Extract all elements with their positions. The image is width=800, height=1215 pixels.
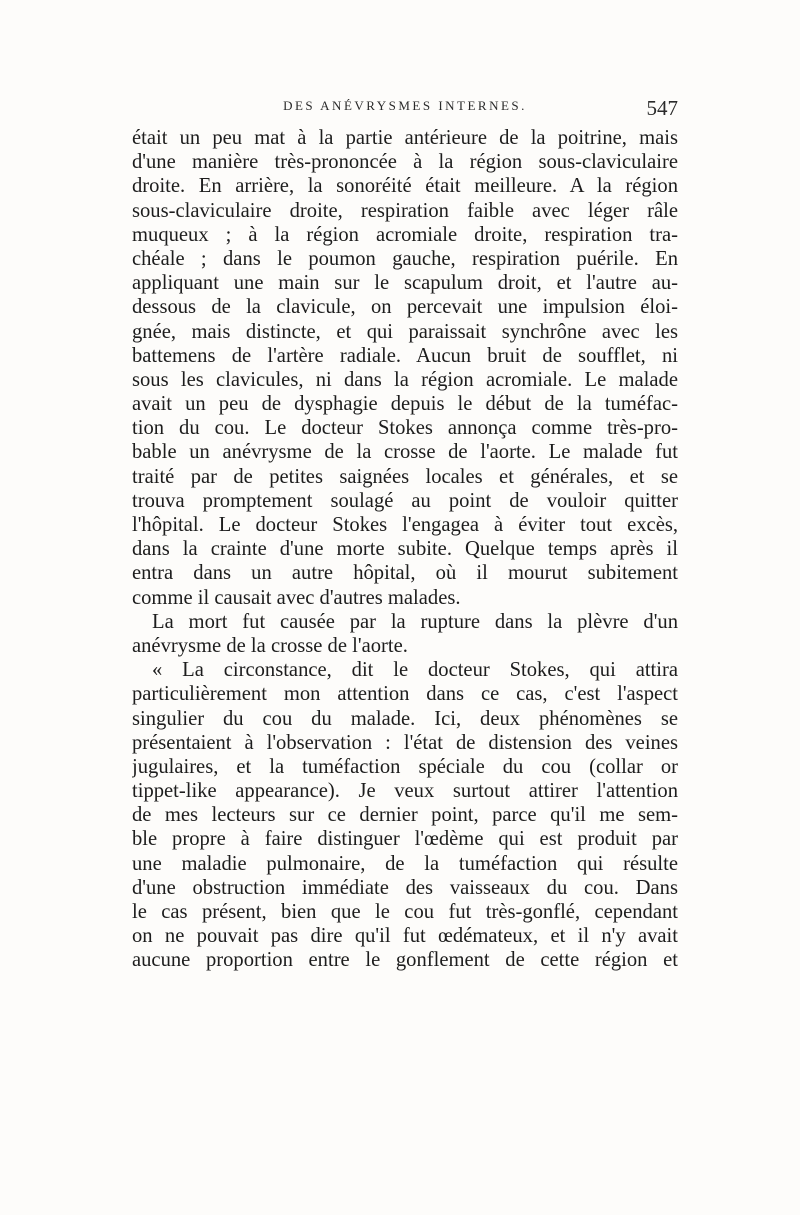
text-line: appliquant une main sur le scapulum droit, et l'autre au- [132,272,678,295]
text-line: l'hôpital. Le docteur Stokes l'engagea à éviter tout excès, [132,514,678,536]
text-line: présentaient à l'observation : l'état de distension des veines [132,731,678,754]
text-line: gnée, mais distincte, et qui paraissait synchrône avec les [132,320,678,343]
text-line: « La circonstance, dit le docteur Stokes, qui attira [152,659,678,682]
text-line: sous-claviculaire droite, respiration faible avec léger râle [132,199,678,222]
text-line: de mes lecteurs sur ce dernier point, parce qu'il me sem- [132,804,678,827]
text-line: traité par de petites saignées locales et générales, et se [132,465,678,488]
text-line: ble propre à faire distinguer l'œdème qui est produit par [132,828,678,851]
text-line: anévrysme de la crosse de l'aorte. [132,634,408,657]
text-line: le cas présent, bien que le cou fut très-gonflé, cependant [132,901,678,923]
page-number: 547 [646,96,678,120]
text-line: bable un anévrysme de la crosse de l'aorte. Le malade fut [132,441,678,464]
running-head [132,96,678,122]
text-line: particulièrement mon attention dans ce cas, c'est l'aspect [132,683,678,706]
text-line: avait un peu de dysphagie depuis le début de la tuméfac- [132,393,678,416]
text-line: jugulaires, et la tuméfaction spéciale du cou (collar or [132,755,678,778]
text-line: comme il causait avec d'autres malades. [132,586,461,609]
text-line: dessous de la clavicule, on percevait une impulsion éloi- [132,296,678,319]
text-line: tion du cou. Le docteur Stokes annonça comme très-pro- [132,417,678,440]
text-line: droite. En arrière, la sonoréité était meilleure. A la région [132,175,678,198]
text-line: d'une obstruction immédiate des vaisseaux du cou. Dans [132,876,678,899]
running-title: DES ANÉVRYSMES INTERNES. [283,98,527,113]
text-line: La mort fut causée par la rupture dans la plèvre d'un [152,610,678,633]
text-line: chéale ; dans le poumon gauche, respiration puérile. En [132,247,678,270]
text-line: trouva promptement soulagé au point de vouloir quitter [132,489,678,512]
text-line: aucune proportion entre le gonflement de cette région et [132,949,678,972]
text-line: sous les clavicules, ni dans la région acromiale. Le malade [132,368,678,391]
text-line: était un peu mat à la partie antérieure de la poitrine, mais [132,127,678,149]
text-line: d'une manière très-prononcée à la région sous-claviculaire [132,151,678,174]
text-line: entra dans un autre hôpital, où il mourut subitement [132,562,678,585]
text-line: une maladie pulmonaire, de la tuméfaction qui résulte [132,852,678,875]
body-text [132,126,678,973]
text-line: muqueux ; à la région acromiale droite, respiration tra- [132,223,678,246]
text-line: on ne pouvait pas dire qu'il fut œdémateux, et il n'y avait [132,925,678,948]
text-line: tippet-like appearance). Je veux surtout attirer l'attention [132,780,678,803]
text-line: battemens de l'artère radiale. Aucun bruit de soufflet, ni [132,344,678,367]
text-line: singulier du cou du malade. Ici, deux phénomènes se [132,707,678,730]
text-line: dans la crainte d'une morte subite. Quelque temps après il [132,538,678,561]
